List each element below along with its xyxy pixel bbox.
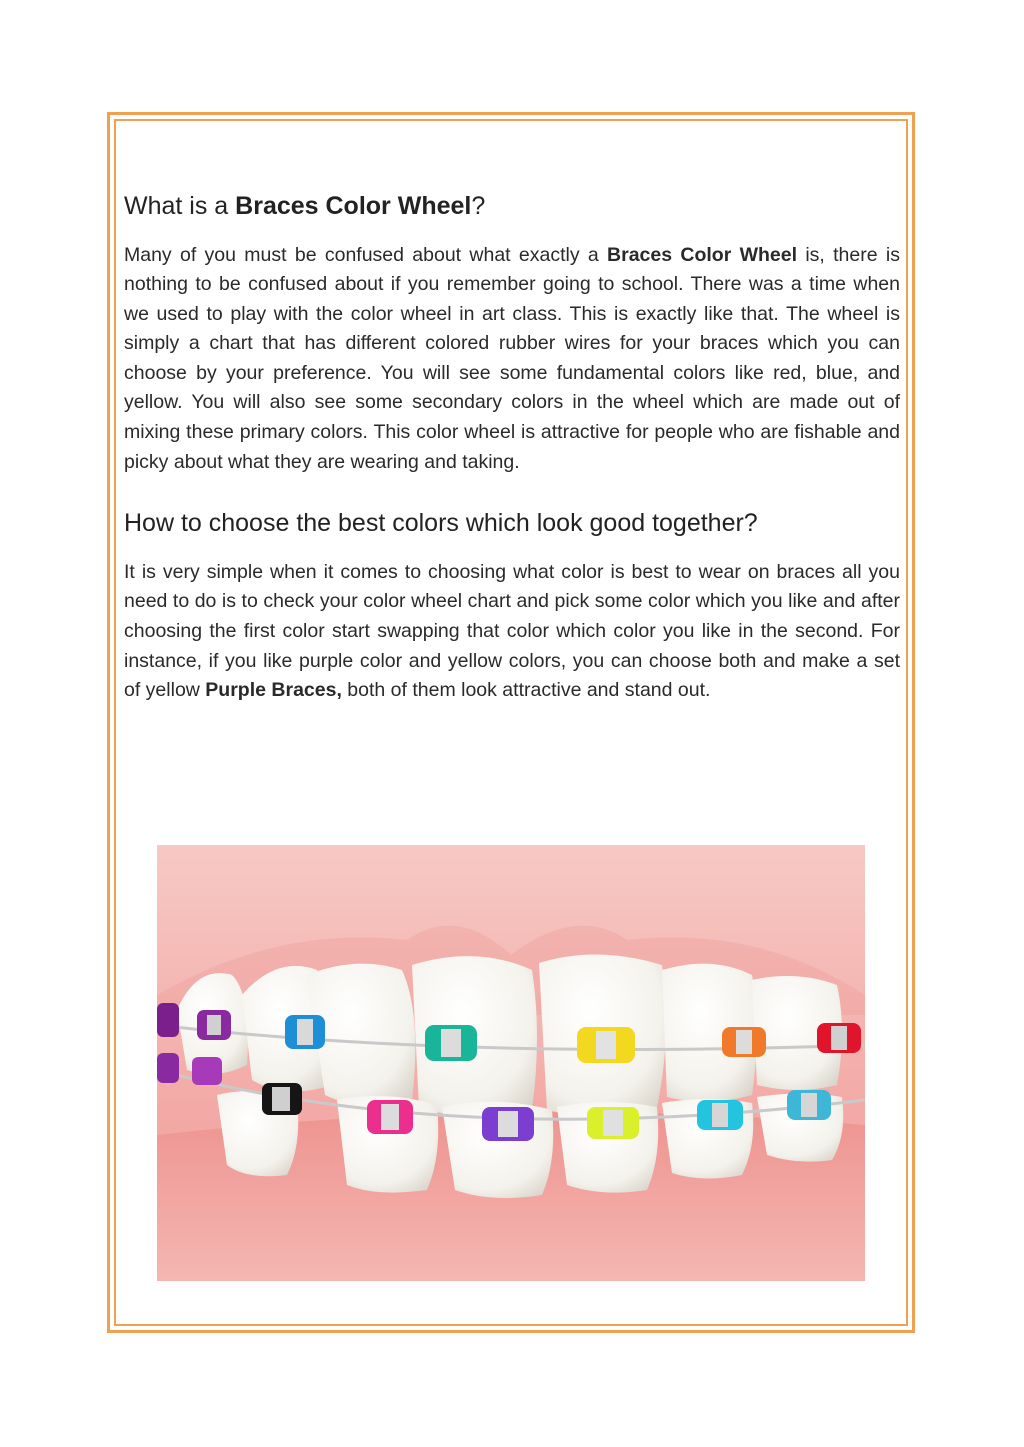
paragraph-braces-color-wheel [124,241,900,478]
paragraph-choose-colors [124,558,900,706]
paragraph-bold-text: Purple Braces, [205,679,342,702]
paragraph-text-rest: both of them look attractive and stand out. [341,679,711,702]
section-heading-choose-colors: How to choose the best colors which look good together? [124,509,758,538]
braces-illustration [157,845,865,1281]
braces-photo [157,845,865,1281]
heading-suffix: ? [471,192,486,220]
paragraph-text: Many of you must be confused about what exactly a [124,243,608,266]
paragraph-text: It is very simple when it comes to choosing what color is best to wear on braces all you need to do is to check your color wheel chart and pick some color which you like and after choosing the first color start swapping that color which color you like in the second. For instance, if you like purple color and yellow colors, you can choose both and make a set of yellow [124,560,900,702]
paragraph-text-rest: is, there is nothing to be confused about if you remember going to school. There was a time when we used to play with the color wheel in art class. This is exactly like that. The wheel is simply a chart that has different colored rubber wires for your braces which you can choose by your preference. You will see some fundamental colors like red, blue, and yellow. You will also see some secondary colors in the wheel which are made out of mixing these primary colors. This color wheel is attractive for people who are fishable and picky about what they are wearing and taking. [124,243,900,473]
heading-bold-text: Braces Color Wheel [235,192,472,220]
section-heading-braces-color-wheel [124,190,900,223]
heading-text: What is a [124,192,236,220]
article-content [124,190,900,706]
paragraph-bold-text: Braces Color Wheel [607,243,798,266]
